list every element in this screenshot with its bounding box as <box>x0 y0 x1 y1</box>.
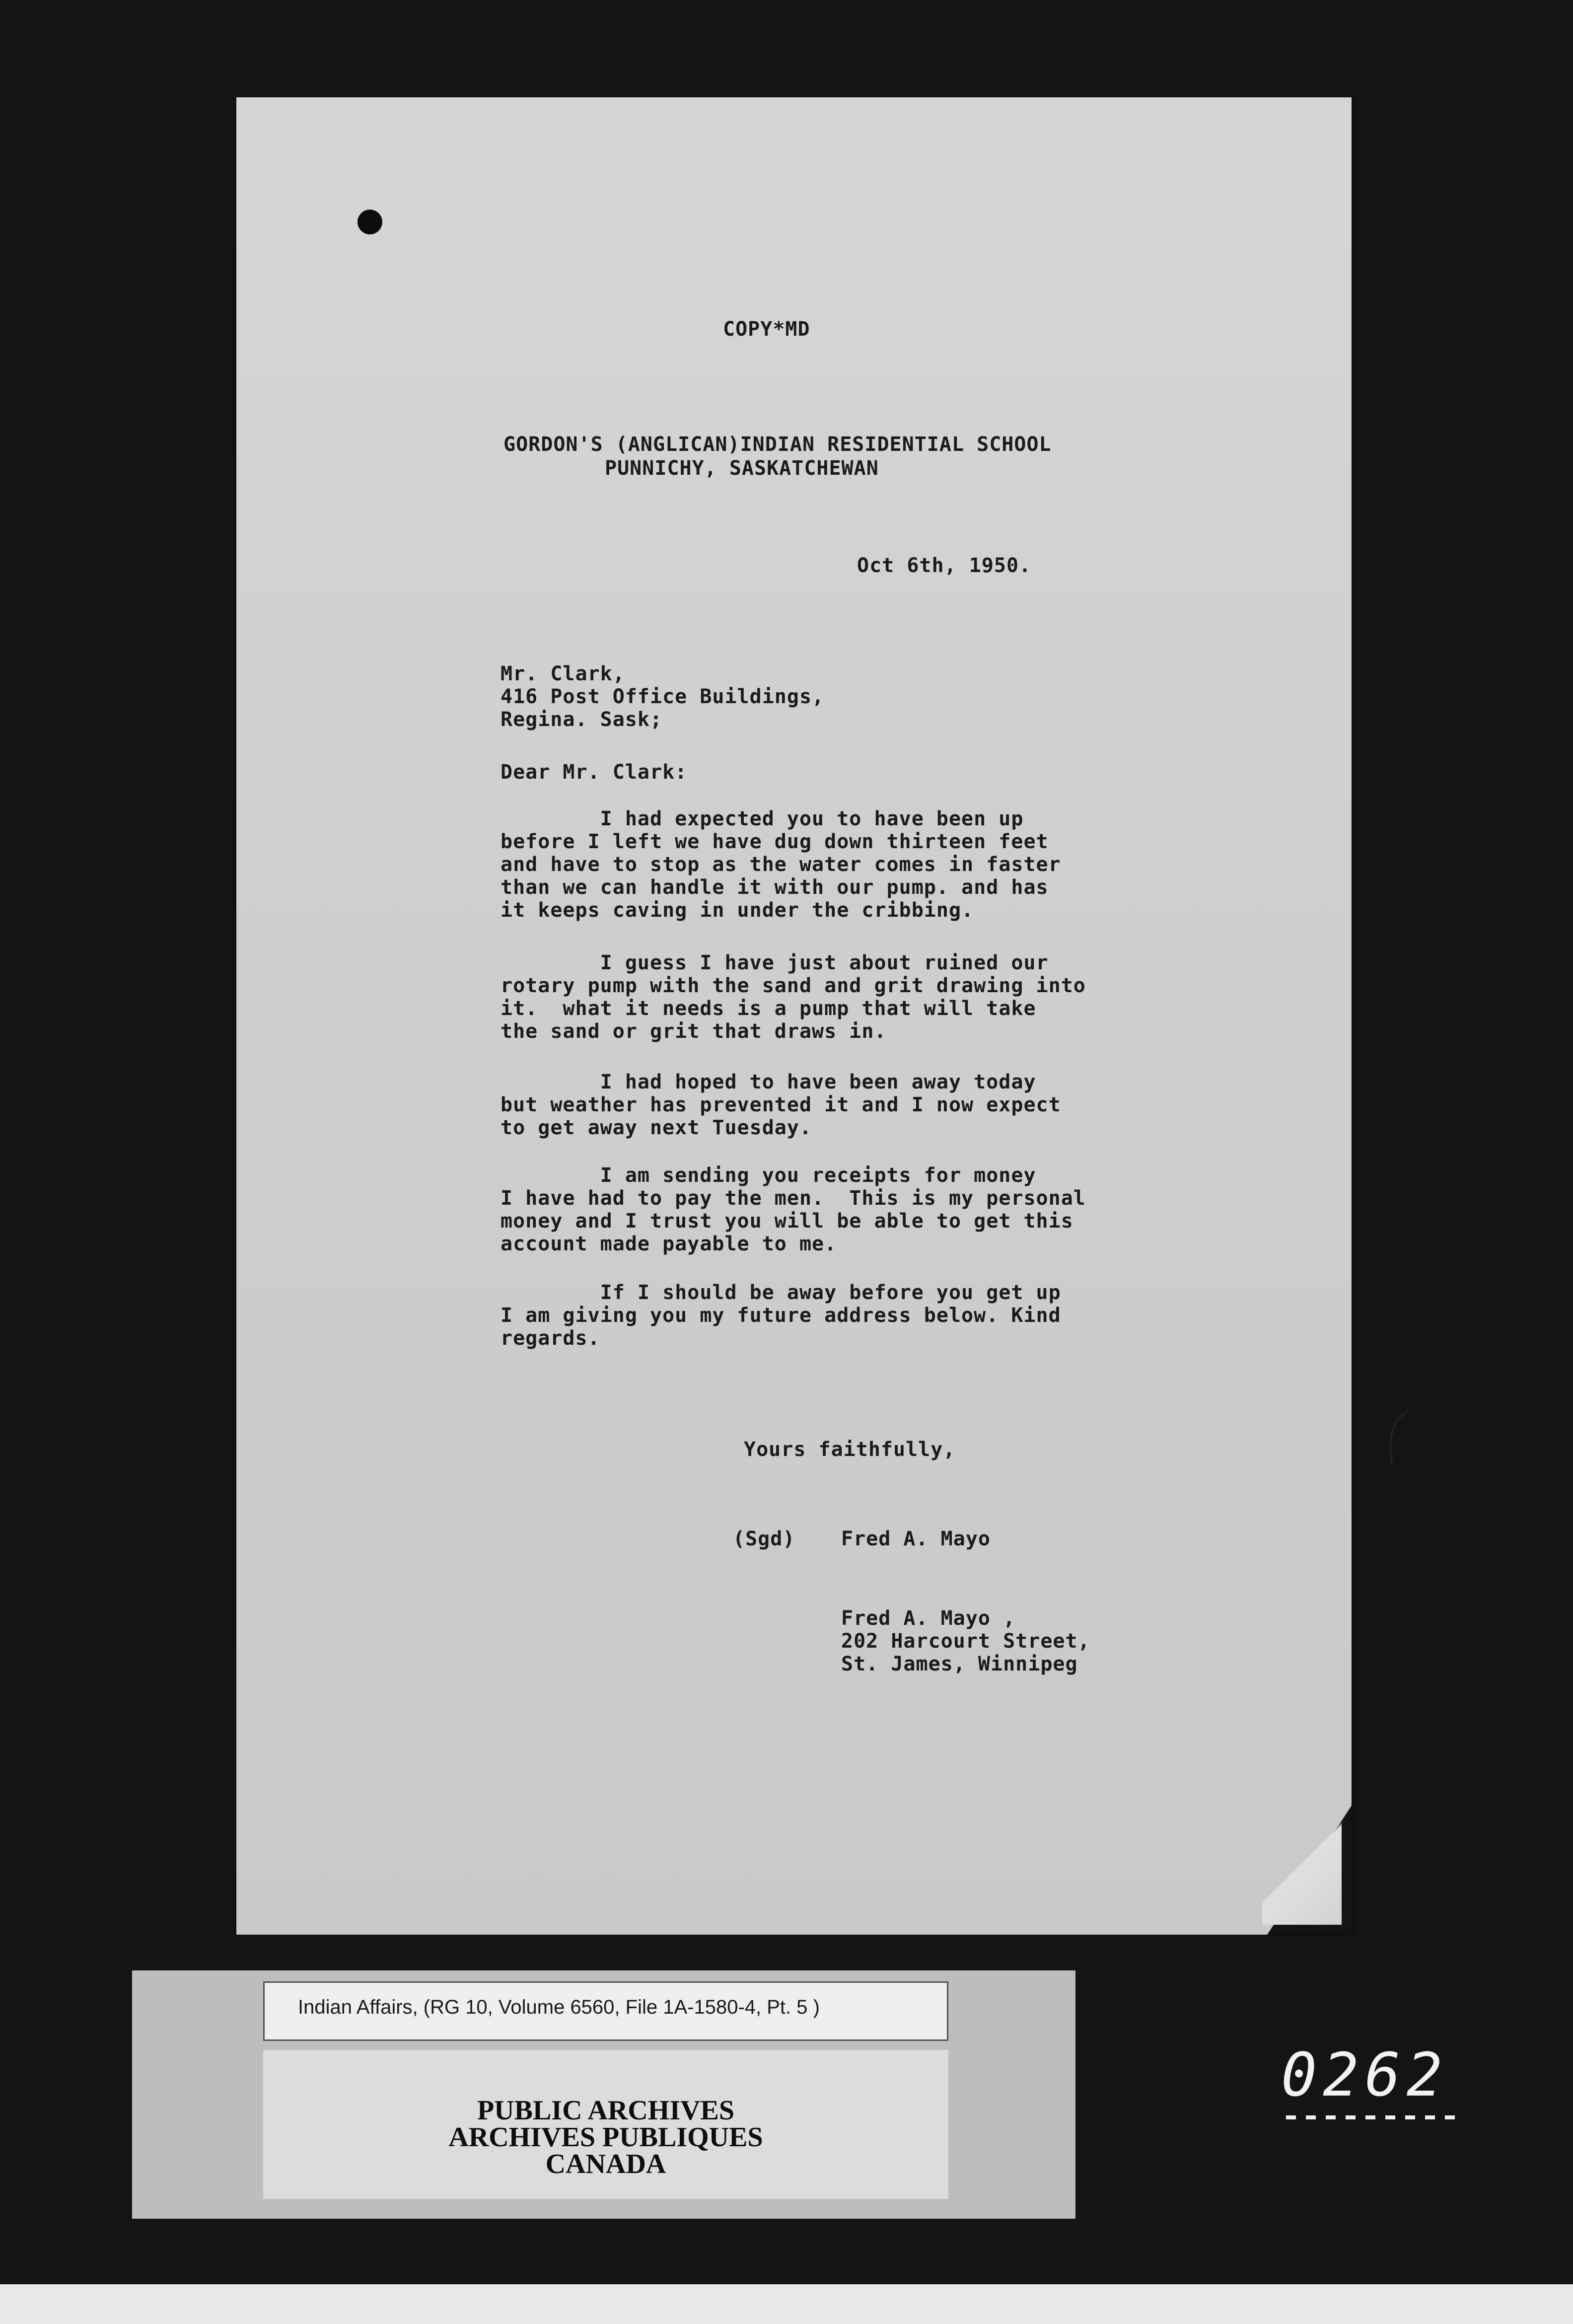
body-paragraph: I had expected you to have been up before I left we have dug down thirteen feet and have to stop as the water comes in faster than we can handle it with our pump. and has it keeps caving in under the cribbing. <box>500 807 1061 922</box>
folded-corner-flap <box>1262 1806 1342 1925</box>
body-paragraph: I am sending you receipts for money I have had to pay the men. This is my personal money and I trust you will be able to get this account made payable to me. <box>500 1164 1086 1255</box>
archive-citation: Indian Affairs, (RG 10, Volume 6560, File 1A-1580-4, Pt. 5 ) <box>298 1996 820 2018</box>
return-address: Fred A. Mayo , 202 Harcourt Street, St. James, Winnipeg <box>841 1607 1090 1675</box>
letterhead-location: PUNNICHY, SASKATCHEWAN <box>605 457 879 480</box>
frame-ticks <box>1286 2115 1465 2119</box>
body-paragraph: If I should be away before you get up I am giving you my future address below. Kind regards. <box>500 1281 1061 1350</box>
letter-date: Oct 6th, 1950. <box>857 554 1032 577</box>
archives-line-english: PUBLIC ARCHIVES <box>477 2095 735 2126</box>
punch-hole <box>358 210 382 234</box>
letterhead-school: GORDON'S (ANGLICAN)INDIAN RESIDENTIAL SCHOOL <box>503 433 1052 456</box>
recipient-address: Mr. Clark, 416 Post Office Buildings, Regina. Sask; <box>500 662 825 731</box>
film-edge <box>0 2284 1573 2324</box>
pen-mark-icon <box>1383 1408 1413 1468</box>
signed-marker: (Sgd) <box>733 1527 795 1550</box>
salutation: Dear Mr. Clark: <box>500 761 688 784</box>
body-paragraph: I had hoped to have been away today but weather has prevented it and I now expect to get away next Tuesday. <box>500 1071 1061 1139</box>
frame-number: 0262 <box>1281 2041 1448 2110</box>
signature-name: Fred A. Mayo <box>841 1527 991 1550</box>
letter-page <box>236 97 1352 1935</box>
copy-mark: COPY*MD <box>723 318 810 341</box>
closing: Yours faithfully, <box>744 1438 956 1461</box>
body-paragraph: I guess I have just about ruined our rotary pump with the sand and grit drawing into it. what it needs is a pump that will take the sand or grit that draws in. <box>500 951 1086 1043</box>
frame-number-block <box>1281 2041 1470 2110</box>
archives-line-french: ARCHIVES PUBLIQUES <box>448 2122 763 2153</box>
archives-line-country: CANADA <box>545 2149 666 2179</box>
archives-stamp <box>263 2050 948 2199</box>
